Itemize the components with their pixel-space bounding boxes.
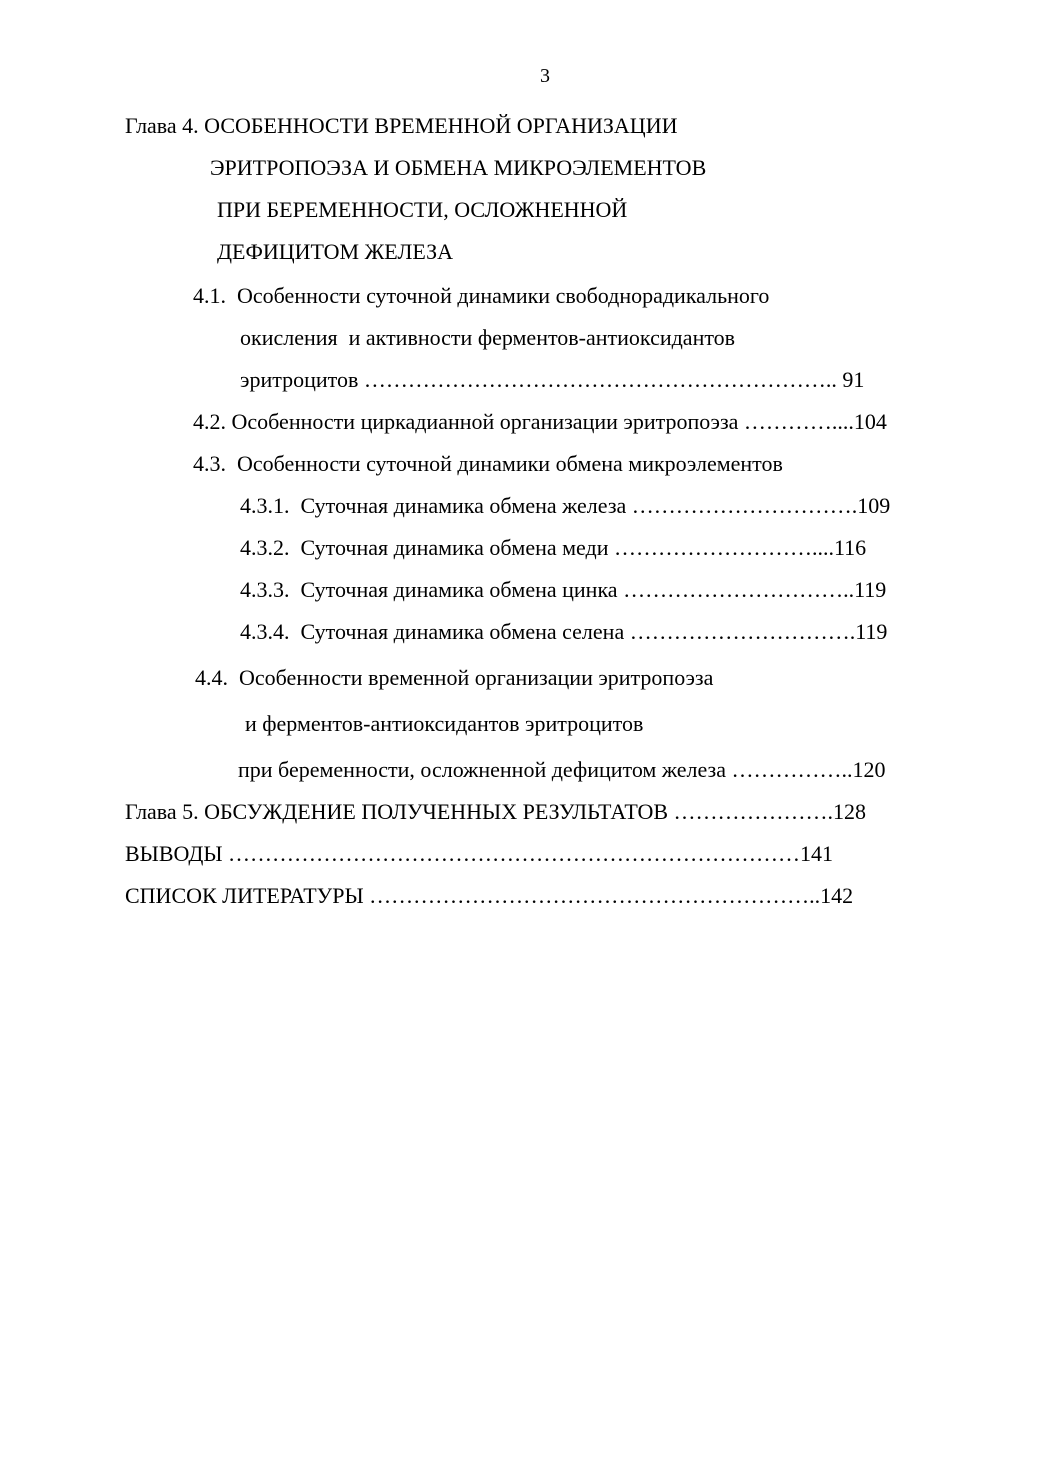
page-number: 3 xyxy=(540,65,550,87)
toc-chapter-4-title-line-1: Глава 4. ОСОБЕННОСТИ ВРЕМЕННОЙ ОРГАНИЗАЦИИ xyxy=(125,113,678,138)
toc-chapter-4-title-line-2: ЭРИТРОПОЭЗА И ОБМЕНА МИКРОЭЛЕМЕНТОВ xyxy=(210,155,707,180)
toc-section-4-4-line-2: и ферментов-антиоксидантов эритроцитов xyxy=(245,711,644,736)
toc-references: СПИСОК ЛИТЕРАТУРЫ ……………………………………………………..142 xyxy=(125,883,854,908)
toc-chapter-4-title-line-3: ПРИ БЕРЕМЕННОСТИ, ОСЛОЖНЕННОЙ xyxy=(217,197,628,222)
toc-section-4-1-line-1: 4.1. Особенности суточной динамики свободнорадикального xyxy=(193,283,770,308)
toc-section-4-3-2: 4.3.2. Суточная динамика обмена меди ………………………....116 xyxy=(240,535,867,560)
toc-section-4-3-3: 4.3.3. Суточная динамика обмена цинка …………………………..119 xyxy=(240,577,887,602)
toc-section-4-1-line-2: окисления и активности ферментов-антиоксидантов xyxy=(240,325,736,350)
toc-section-4-1-line-3: эритроцитов ……………………………………………………….. 91 xyxy=(240,367,865,392)
toc-section-4-3: 4.3. Особенности суточной динамики обмена микроэлементов xyxy=(193,451,783,476)
toc-chapter-4-title-line-4: ДЕФИЦИТОМ ЖЕЛЕЗА xyxy=(217,239,453,264)
toc-section-4-4-line-1: 4.4. Особенности временной организации эритропоэза xyxy=(195,665,714,690)
toc-section-4-2: 4.2. Особенности циркадианной организации эритропоэза …………....104 xyxy=(193,409,887,434)
toc-section-4-3-4: 4.3.4. Суточная динамика обмена селена ………………………….119 xyxy=(240,619,888,644)
toc-chapter-5: Глава 5. ОБСУЖДЕНИЕ ПОЛУЧЕННЫХ РЕЗУЛЬТАТОВ ………………….128 xyxy=(125,799,867,824)
toc-section-4-3-1: 4.3.1. Суточная динамика обмена железа ………………………….109 xyxy=(240,493,891,518)
toc-conclusions: ВЫВОДЫ ……………………………………………………………………141 xyxy=(125,841,834,866)
toc-section-4-4-line-3: при беременности, осложненной дефицитом железа ……………..120 xyxy=(238,757,886,782)
